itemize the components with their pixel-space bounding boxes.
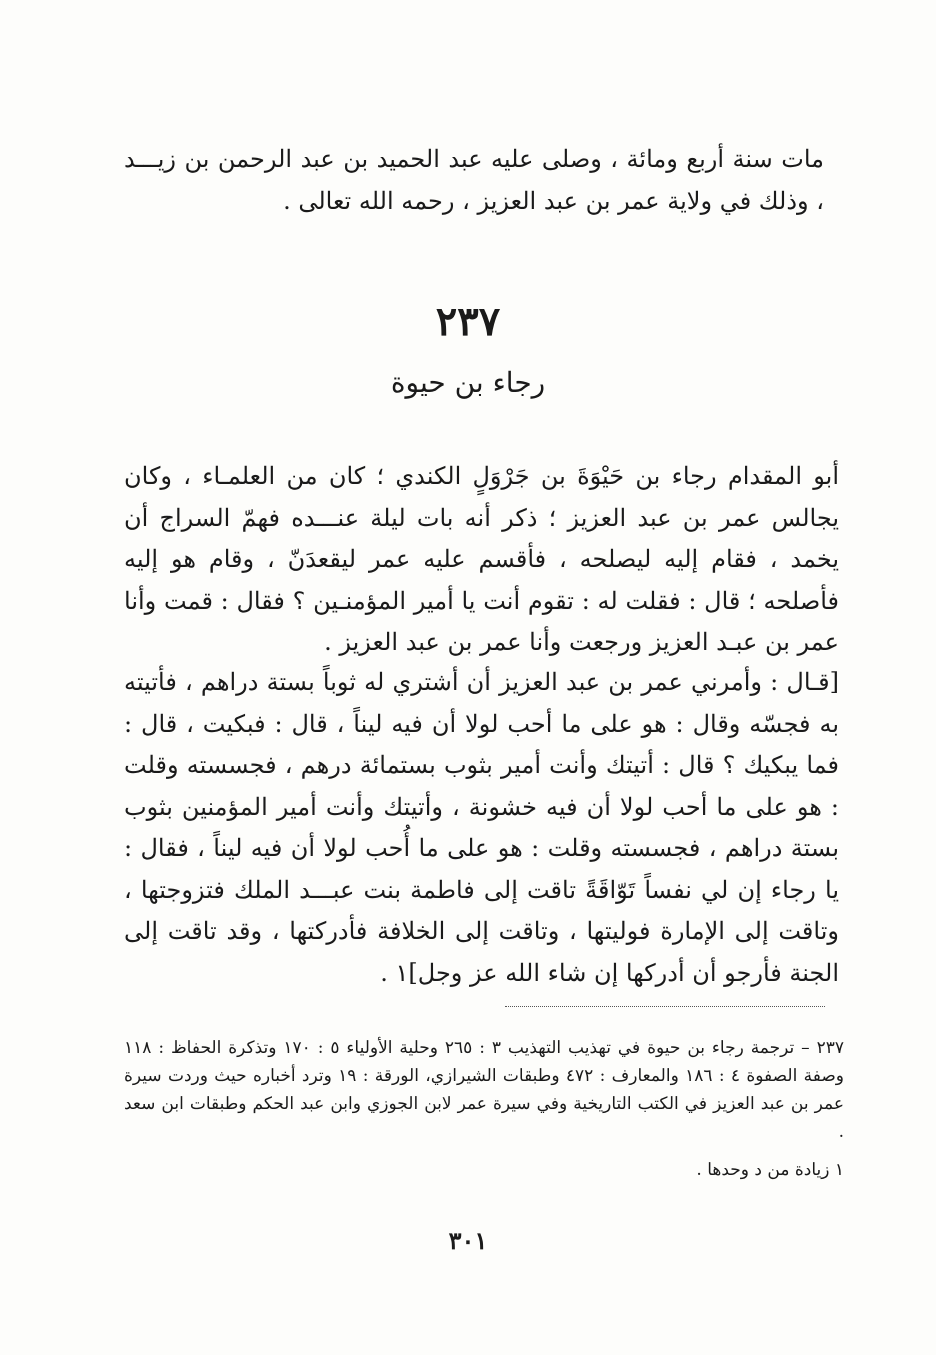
footnote-sources: ٢٣٧ – ترجمة رجاء بن حيوة في تهذيب التهذيب ٣ : ٢٦٥ وحلية الأولياء ٥ : ١٧٠ وتذكرة الحفاظ : ١١٨ وصفة الصفوة ٤ : ١٨٦ والمعارف : ٤٧٢ وطبقات الشيرازي، الورقة : ١٩ وترد أخباره حيث وردت سيرة عمر بن عبد العزيز في الكتب التاريخية وفي سيرة عمر لابن الجوزي وابن عبد الحكم وطبقات ابن سعد .	[124, 1038, 844, 1142]
footnotes	[124, 1034, 844, 1184]
biography-paragraph-1: أبو المقدام رجاء بن حَيْوَةَ بن جَرْوَلٍ الكندي ؛ كان من العلمـاء ، وكان يجالس عمر بن عبد العزيز ؛ ذكر أنه بات ليلة عنـــده فهمّ السراج أن يخمد ، فقام إليه ليصلحه ، فأقسم عليه عمر ليقعدَنّ ، وقام هو إليه فأصلحه ؛ قال : فقلت له : تقوم أنت يا أمير المؤمنـين ؟ فقال : قمت وأنا عمر بن عبـد العزيز ورجعت وأنا عمر بن عبد العزيز .	[124, 462, 839, 656]
page-number: ٣٠١	[448, 1226, 488, 1255]
footnote-separator	[505, 1006, 825, 1007]
footnote-1: ١ زيادة من د وحدها .	[696, 1160, 844, 1180]
entry-number: ٢٣٧	[435, 298, 501, 345]
biography-paragraph-2: [قـال : وأمرني عمر بن عبد العزيز أن أشتري له ثوباً بستة دراهم ، فأتيته به فجسّه وقال : هو على ما أحب لولا أن فيه ليناً ، قال : فبكيت ، قال : فما يبكيك ؟ قال : أتيتك وأنت أمير بثوب بستمائة درهم ، فجسسته وقلت : هو على ما أحب لولا أن فيه خشونة ، وأتيتك وأنت أمير المؤمنين بثوب بستة دراهم ، فجسسته وقلت : هو على ما أُحب لولا أن فيه ليناً ، فقال : يا رجاء إن لي نفساً تَوّاقَةً تاقت إلى فاطمة بنت عبـــد الملك فتزوجتها ، وتاقت إلى الإمارة فوليتها ، وتاقت إلى الخلافة فأدركتها ، وقد تاقت إلى الجنة فأرجو أن أدركها إن شاء الله عز وجل]١ .	[124, 668, 839, 987]
entry-title: رجاء بن حيوة	[390, 366, 546, 399]
opening-paragraph: مات سنة أربع ومائة ، وصلى عليه عبد الحميد بن عبد الرحمن بن زيـــد ، وذلك في ولاية عمر بن عبد العزيز ، رحمه الله تعالى .	[124, 145, 824, 215]
